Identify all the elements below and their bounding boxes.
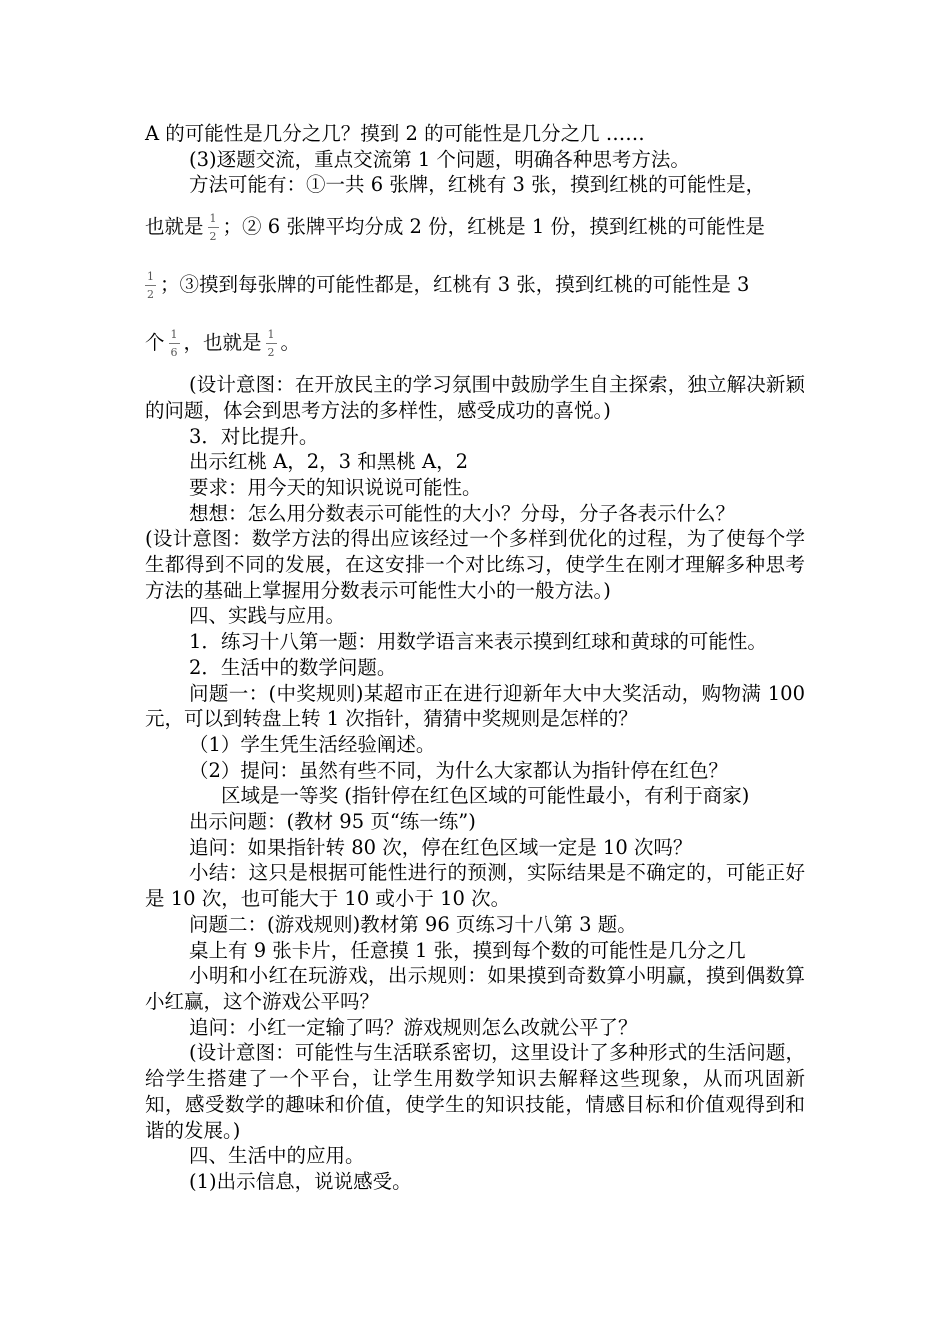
fraction-one-sixth: $\frac{1}{6}$ — [170, 328, 178, 360]
paragraph: 问题二：(游戏规则)教材第 96 页练习十八第 3 题。 — [189, 912, 637, 936]
paragraph: (1)出示信息，说说感受。 — [189, 1169, 412, 1193]
text: 也就是 — [145, 215, 204, 239]
paragraph: 问题一：(中奖规则)某超市正在进行迎新年大中大奖活动，购物满 100 元，可以到转盘上转 1 次指针，猜猜中奖规则是怎样的？ — [145, 681, 805, 731]
paragraph: (设计意图：可能性与生活联系密切，这里设计了多种形式的生活问题，给学生搭建了一个平台，让学生用数学知识去解释这些现象，从而巩固新知，感受数学的趣味和价值，使学生的知识技能，情感目标和价值观得到和谐的发展。) — [145, 1041, 805, 1142]
paragraph: 小结：这只是根据可能性进行的预测，实际结果是不确定的，可能正好是 10 次，也可能大于 10 或小于 10 次。 — [145, 861, 805, 911]
paragraph: 方法可能有：①一共 6 张牌，红桃有 3 张，摸到红桃的可能性是， — [189, 173, 766, 197]
paragraph: 追问：如果指针转 80 次，停在红色区域一定是 10 次吗？ — [189, 835, 693, 859]
paragraph-with-fraction — [145, 314, 805, 372]
paragraph: 2．生活中的数学问题。 — [189, 655, 397, 679]
paragraph: A 的可能性是几分之几？摸到 2 的可能性是几分之几 …… — [145, 122, 645, 145]
paragraph: (设计意图：在开放民主的学习氛围中鼓励学生自主探索，独立解决新颖的问题，体会到思考方法的多样性，感受成功的喜悦。) — [145, 373, 805, 422]
fraction-one-half: $\frac{1}{2}$ — [267, 328, 275, 360]
text: ；② 6 张牌平均分成 2 份，红桃是 1 份，摸到红桃的可能性是 — [222, 215, 765, 239]
text: 个 — [145, 331, 165, 355]
paragraph: 3．对比提升。 — [189, 424, 319, 448]
paragraph: （2）提问：虽然有些不同，为什么大家都认为指针停在红色？ — [189, 758, 728, 782]
paragraph: (3)逐题交流，重点交流第 1 个问题，明确各种思考方法。 — [189, 147, 690, 171]
paragraph-with-fraction — [145, 198, 805, 256]
text: 。 — [280, 331, 301, 355]
paragraph: 想想：怎么用分数表示可能性的大小？分母，分子各表示什么？ — [189, 501, 736, 525]
paragraph: 出示红桃 A，2，3 和黑桃 A，2 — [189, 450, 468, 474]
text: ，也就是 — [183, 331, 262, 355]
paragraph: 出示问题：(教材 95 页“练一练”) — [189, 810, 476, 834]
paragraph-with-fraction — [145, 256, 805, 314]
paragraph: 小明和小红在玩游戏，出示规则：如果摸到奇数算小明赢，摸到偶数算小红赢，这个游戏公平吗？ — [145, 964, 805, 1013]
fraction-one-half: $\frac{1}{2}$ — [209, 212, 217, 244]
text: ；③摸到每张牌的可能性都是，红桃有 3 张，摸到红桃的可能性是 3 — [160, 273, 750, 297]
section-heading: 四、实践与应用。 — [189, 604, 346, 628]
paragraph: 要求：用今天的知识说说可能性。 — [189, 475, 482, 499]
section-heading: 四、生活中的应用。 — [189, 1144, 365, 1168]
paragraph: 1．练习十八第一题：用数学语言来表示摸到红球和黄球的可能性。 — [189, 630, 767, 654]
document-page — [145, 121, 805, 1195]
paragraph: (设计意图：数学方法的得出应该经过一个多样到优化的过程，为了使每个学生都得到不同的发展，在这安排一个对比练习，使学生在刚才理解多种思考方法的基础上掌握用分数表示可能性大小的一般方法。) — [145, 527, 805, 602]
paragraph: 区域是一等奖 (指针停在红色区域的可能性最小，有利于商家) — [221, 784, 750, 808]
paragraph: （1）学生凭生活经验阐述。 — [189, 732, 436, 756]
fraction-one-half: $\frac{1}{2}$ — [147, 270, 154, 302]
paragraph: 追问：小红一定输了吗？游戏规则怎么改就公平了？ — [189, 1015, 638, 1039]
paragraph: 桌上有 9 张卡片，任意摸 1 张，摸到每个数的可能性是几分之几 — [189, 938, 746, 962]
